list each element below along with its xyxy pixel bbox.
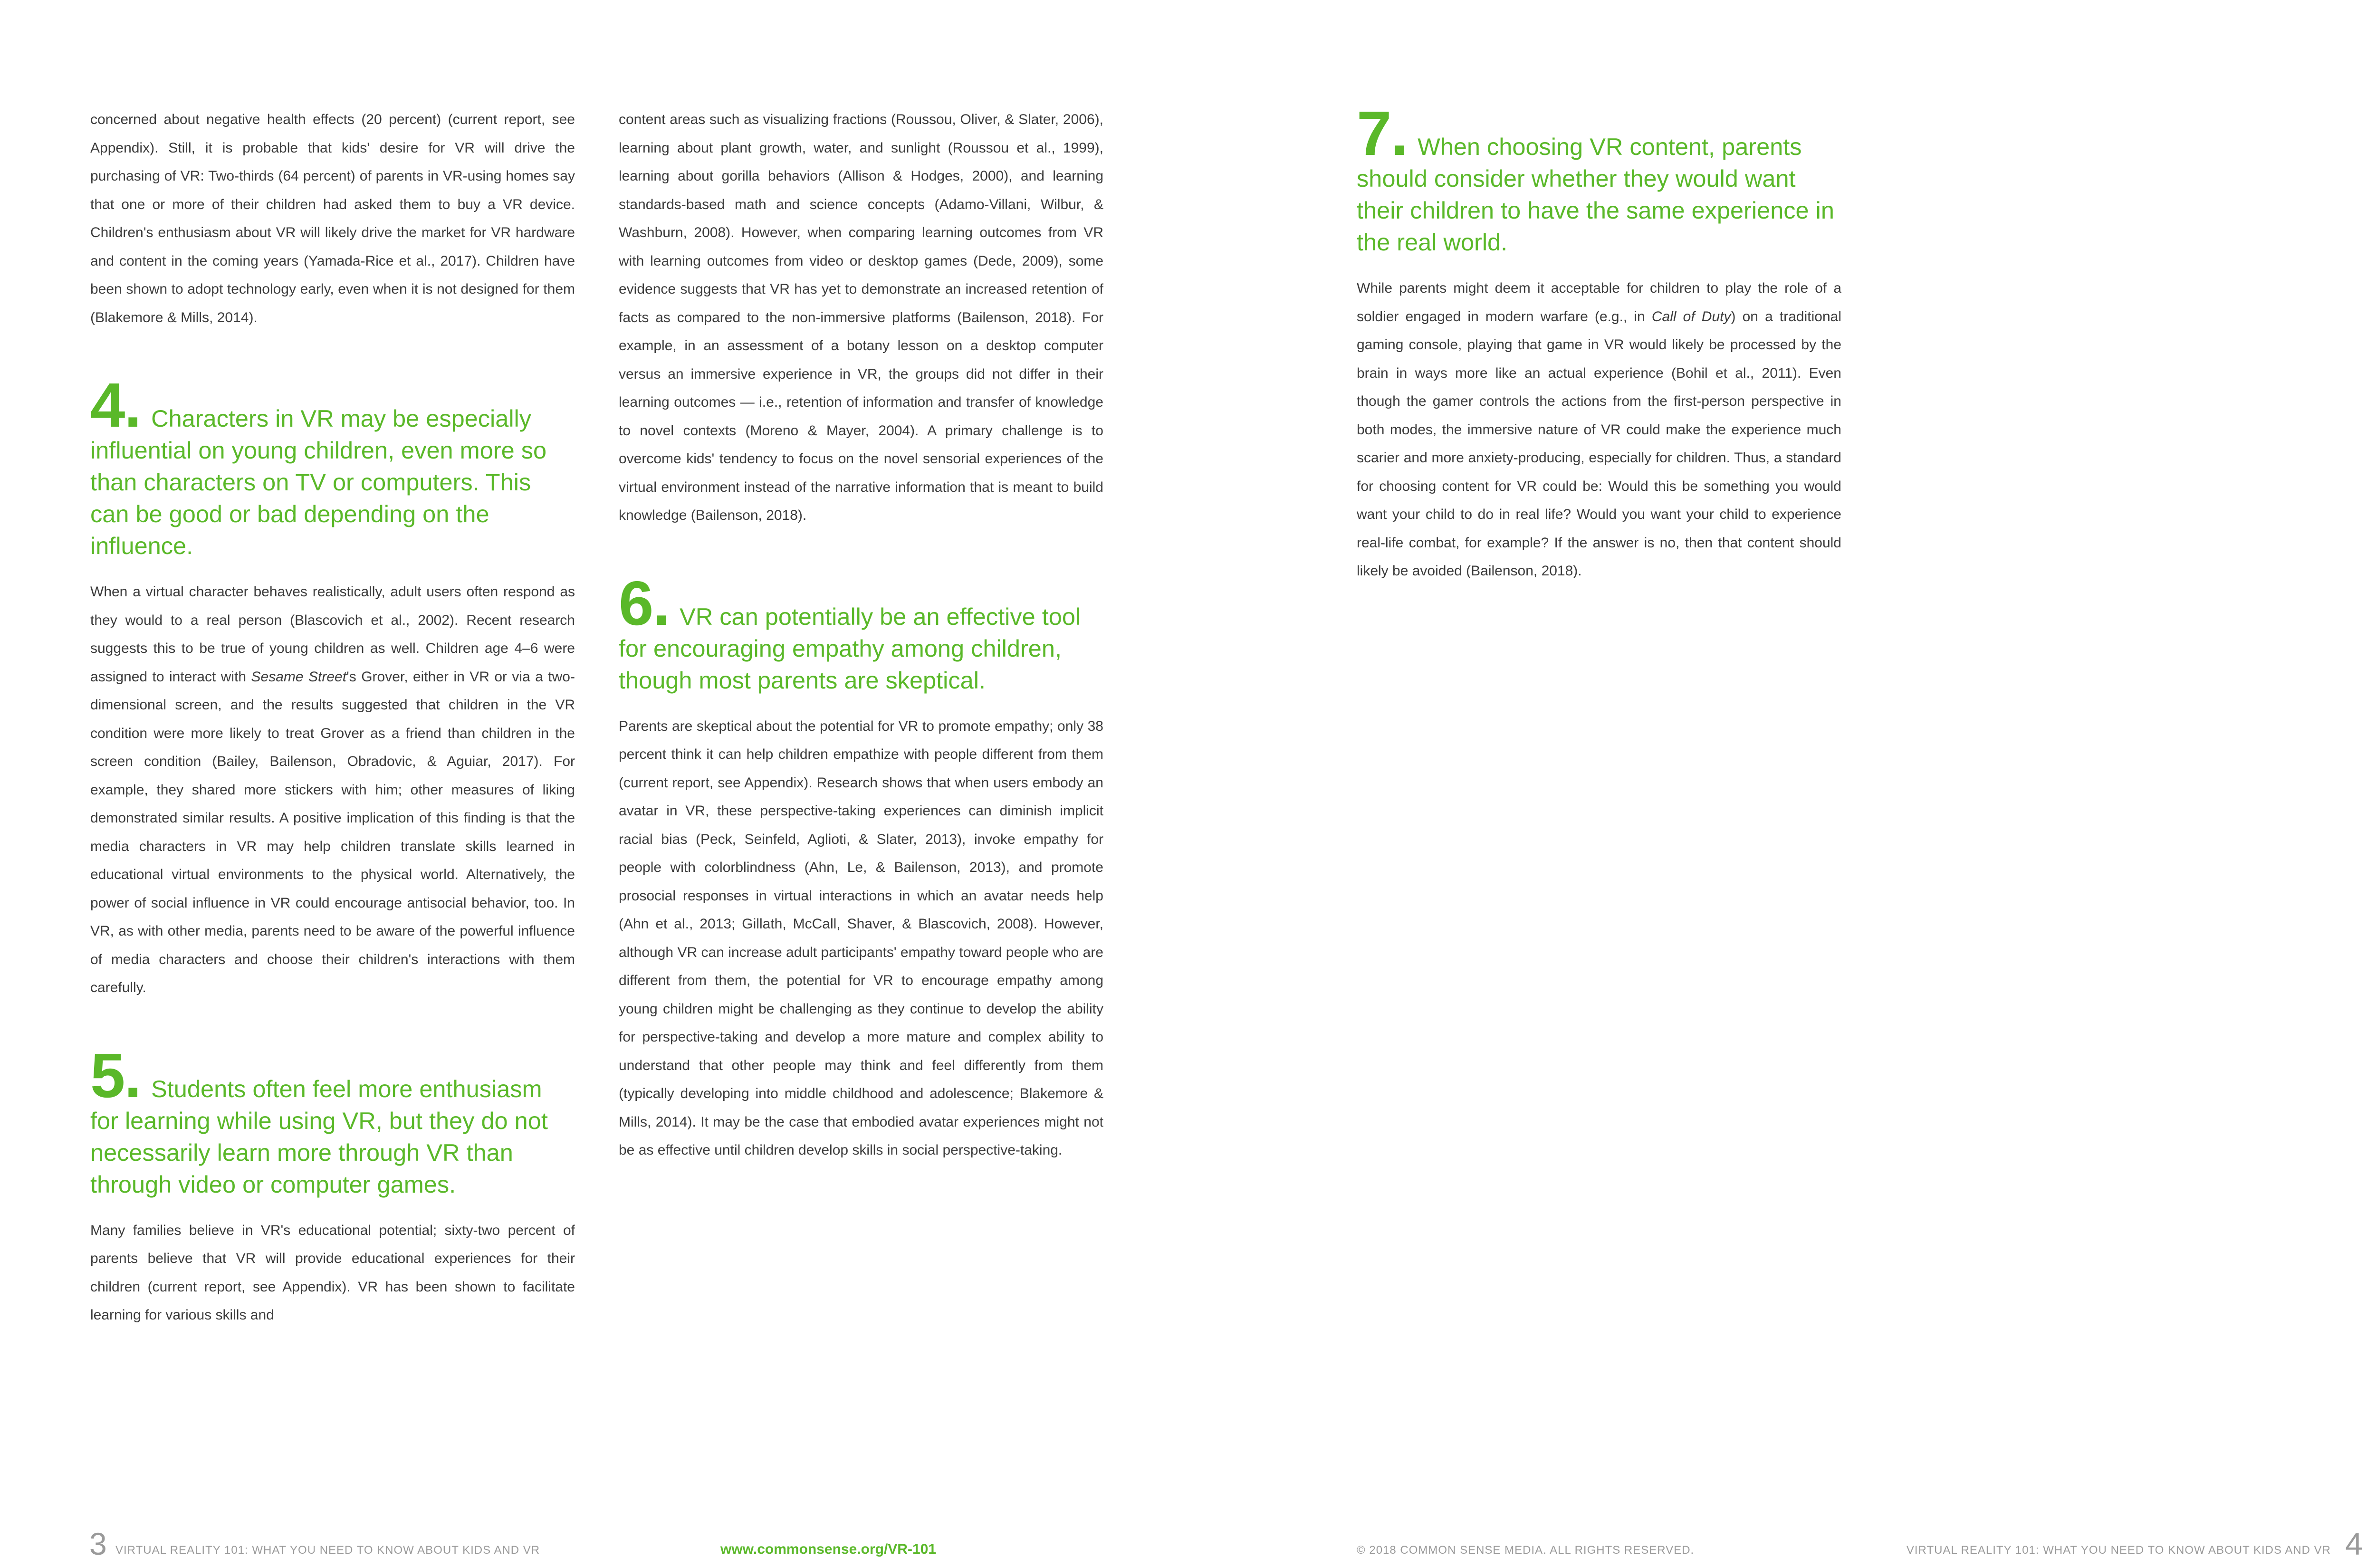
italic-title: Call of Duty [1651,308,1731,325]
section-7-paragraph: While parents might deem it acceptable for children to play the role of a soldier engaged in modern warfare (e.g., in Call of Duty) on a traditional gaming console, playing that game in VR would likely be processed by the brain in ways more like an actual experience (Bohil et al., 2011). Even though the gamer controls the actions from the first-person perspective in both modes, the immersive nature of VR could make the experience much scarier and more anxiety-producing, especially for children. Thus, a standard for choosing content for VR could be: Would this be something you would want your child to do in real life? Would you want your child to experience real-life combat, for example? If the answer is no, then that content should likely be avoided (Bailenson, 2018). [1357,280,1841,579]
left-column [90,105,575,1329]
section-7-heading [1357,98,1841,258]
section-4-heading-text: Characters in VR may be especially influential on young children, even more so than characters on TV or computers. This can be good or bad depending on the influence. [90,405,547,559]
section-4-paragraph: When a virtual character behaves realistically, adult users often respond as they would to a real person (Blascovich et al., 2002). Recent research suggests this to be true of young children as well. Children age 4–6 were assigned to interact with Sesame Street's Grover, either in VR or via a two-dimensional screen, and the results suggested that children in the VR condition were more likely to treat Grover as a friend than children in the screen condition (Bailey, Bailenson, Obradovic, & Aguiar, 2017). For example, they shared more stickers with him; other measures of liking demonstrated similar results. A positive implication of this finding is that the media characters in VR may help children translate skills learned in educational virtual environments to the physical world. Alternatively, the power of social influence in VR could encourage antisocial behavior, too. In VR, as with other media, parents need to be aware of the powerful influence of media characters and choose their children's interactions with them carefully. [90,584,575,995]
italic-title: Sesame Street [251,669,347,685]
section-6-heading [619,568,1103,696]
website-link[interactable]: www.commonsense.org/VR-101 [720,1541,937,1557]
section-6-heading-text: VR can potentially be an effective tool for encouraging empathy among children, though most parents are skeptical. [619,602,1081,694]
right-column [1357,98,1841,585]
section-4-number: 4. [90,370,141,440]
section-6-number: 6. [619,568,670,638]
section-5-number: 5. [90,1040,141,1110]
left-page-number: 3 [89,1526,107,1561]
middle-column [619,105,1103,1165]
copyright-notice: © 2018 COMMON SENSE MEDIA. ALL RIGHTS RESERVED. [1357,1544,1695,1557]
section-4-heading [90,370,575,562]
continued-paragraph: content areas such as visualizing fractions (Roussou, Oliver, & Slater, 2006), learning about plant growth, water, and sunlight (Roussou et al., 1999), learning about gorilla behaviors (Allison & Hodges, 2000), and learning standards-based math and science concepts (Adamo-Villani, Wilbur, & Washburn, 2008). However, when comparing learning outcomes from VR with learning outcomes from video or desktop games (Dede, 2009), some evidence suggests that VR has yet to demonstrate an increased retention of facts as compared to the non-immersive platforms (Bailenson, 2018). For example, in an assessment of a botany lesson on a desktop computer versus an immersive experience in VR, the groups did not differ in their learning outcomes — i.e., retention of information and transfer of knowledge to novel contexts (Moreno & Mayer, 2004). A primary challenge is to overcome kids' tendency to focus on the novel sensorial experiences of the virtual environment instead of the narrative information that is meant to build knowledge (Bailenson, 2018). [619,112,1103,523]
section-5-paragraph: Many families believe in VR's educational potential; sixty-two percent of parents believe that VR will provide educational experiences for their children (current report, see Appendix). VR has been shown to facilitate learning for various skills and [90,1222,575,1323]
section-7-number: 7. [1357,98,1408,168]
right-page-number: 4 [2345,1526,2363,1561]
section-7-heading-text: When choosing VR content, parents should consider whether they would want their children to have the same experience in the real world. [1357,133,1834,256]
left-running-title: VIRTUAL REALITY 101: WHAT YOU NEED TO KNOW ABOUT KIDS AND VR [115,1544,540,1557]
intro-paragraph: concerned about negative health effects (20 percent) (current report, see Appendix). Still, it is probable that kids' desire for VR will drive the purchasing of VR: Two-thirds (64 percent) of parents in VR-using homes say that one or more of their children had asked them to buy a VR device. Children's enthusiasm about VR will likely drive the market for VR hardware and content in the coming years (Yamada-Rice et al., 2017). Children have been shown to adopt technology early, even when it is not designed for them (Blakemore & Mills, 2014). [90,112,575,325]
section-5-heading-text: Students often feel more enthusiasm for learning while using VR, but they do not necessarily learn more through VR than through video or computer games. [90,1075,548,1198]
right-running-title: VIRTUAL REALITY 101: WHAT YOU NEED TO KNOW ABOUT KIDS AND VR [1906,1544,2331,1557]
section-5-heading [90,1040,575,1200]
section-6-paragraph: Parents are skeptical about the potential for VR to promote empathy; only 38 percent think it can help children empathize with people different from them (current report, see Appendix). Research shows that when users embody an avatar in VR, these perspective-taking experiences can diminish implicit racial bias (Peck, Seinfeld, Aglioti, & Slater, 2013), invoke empathy for people with colorblindness (Ahn, Le, & Bailenson, 2013), and promote prosocial responses in virtual interactions in which an avatar needs help (Ahn et al., 2013; Gillath, McCall, Shaver, & Blascovich, 2008). However, although VR can increase adult participants' empathy toward people who are different from them, the potential for VR to encourage empathy among young children might be challenging as they continue to develop the ability for perspective-taking and develop a more mature and complex ability to understand that other people may think and feel differently from them (typically developing into middle childhood and adolescence; Blakemore & Mills, 2014). It may be the case that embodied avatar experiences might not be as effective until children develop skills in social perspective-taking. [619,718,1103,1158]
